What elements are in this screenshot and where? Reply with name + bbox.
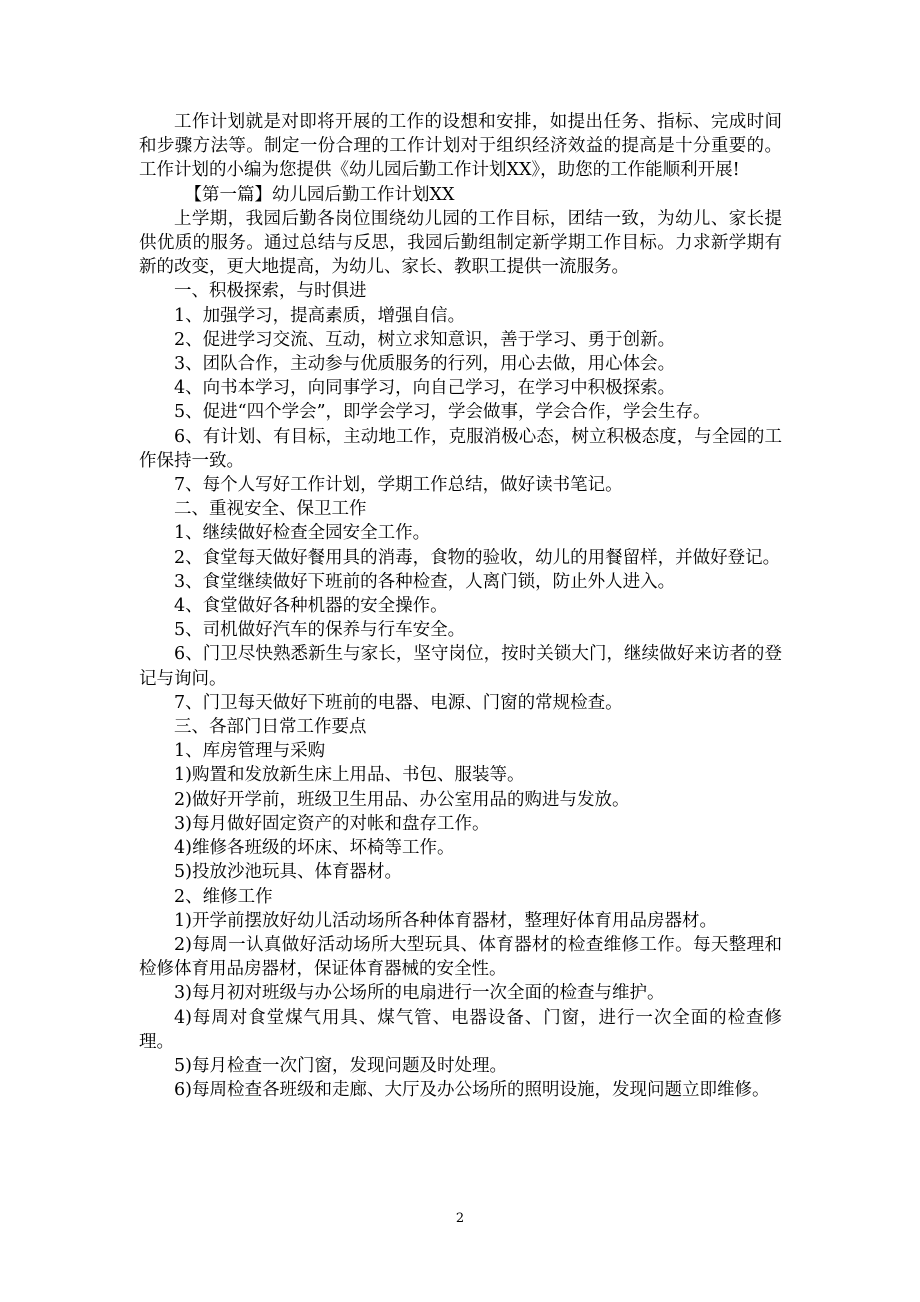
document-body xyxy=(139,110,782,1102)
list-item: 3)每月初对班级与办公场所的电扇进行一次全面的检查与维护。 xyxy=(174,983,665,1004)
list-item: 2、促进学习交流、互动，树立求知意识，善于学习、勇于创新。 xyxy=(174,329,676,350)
list-item: 5、促进“四个学会”，即学会学习，学会做事，学会合作，学会生存。 xyxy=(174,402,711,423)
list-item: 1、加强学习，提高素质，增强自信。 xyxy=(174,305,466,326)
list-item: 2)每周一认真做好活动场所大型玩具、体育器材的检查维修工作。每天整理和检修体育用品房器材，保证体育器械的安全性。 xyxy=(139,934,782,980)
list-item: 4)维修各班级的坏床、坏椅等工作。 xyxy=(174,838,455,859)
list-item: 5)每月检查一次门窗，发现问题及时处理。 xyxy=(174,1055,507,1076)
list-item: 1)购置和发放新生床上用品、书包、服装等。 xyxy=(174,765,525,786)
list-item: 7、门卫每天做好下班前的电器、电源、门窗的常规检查。 xyxy=(174,692,623,713)
section-heading: 二、重视安全、保卫工作 xyxy=(174,499,367,520)
list-item: 5、司机做好汽车的保养与行车安全。 xyxy=(174,620,466,641)
list-item: 3)每月做好固定资产的对帐和盘存工作。 xyxy=(174,813,490,834)
section-heading: 一、积极探索，与时俱进 xyxy=(174,281,367,302)
intro-paragraph: 工作计划就是对即将开展的工作的设想和安排，如提出任务、指标、完成时间和步骤方法等。制定一份合理的工作计划对于组织经济效益的提高是十分重要的。工作计划的小编为您提供《幼儿园后勤工作计划XX》，助您的工作能顺利开展! xyxy=(139,112,782,181)
section-heading: 三、各部门日常工作要点 xyxy=(174,717,367,738)
list-item: 7、每个人写好工作计划，学期工作总结，做好读书笔记。 xyxy=(174,475,623,496)
list-item: 6、门卫尽快熟悉新生与家长，坚守岗位，按时关锁大门，继续做好来访者的登记与询问。 xyxy=(139,644,782,689)
list-item: 1、继续做好检查全园安全工作。 xyxy=(174,523,431,544)
section-title: 【第一篇】幼儿园后勤工作计划XX xyxy=(184,184,455,205)
list-item: 5)投放沙池玩具、体育器材。 xyxy=(174,862,402,883)
list-item: 6、有计划、有目标，主动地工作，克服消极心态，树立积极态度，与全园的工作保持一致。 xyxy=(139,426,782,471)
list-item: 4、向书本学习，向同事学习，向自己学习，在学习中积极探索。 xyxy=(174,378,676,399)
list-item: 4、食堂做好各种机器的安全操作。 xyxy=(174,596,448,617)
list-item: 3、食堂继续做好下班前的各种检查，人离门锁，防止外人进入。 xyxy=(174,571,676,592)
list-item: 3、团队合作，主动参与优质服务的行列，用心去做，用心体会。 xyxy=(174,354,676,375)
list-item: 2)做好开学前，班级卫生用品、办公室用品的购进与发放。 xyxy=(174,789,630,810)
list-item: 1)开学前摆放好幼儿活动场所各种体育器材，整理好体育用品房器材。 xyxy=(174,910,717,931)
list-item: 2、食堂每天做好餐用具的消毒，食物的验收，幼儿的用餐留样，并做好登记。 xyxy=(174,547,781,568)
subsection-heading: 2、维修工作 xyxy=(174,886,273,907)
list-item: 4)每周对食堂煤气用具、煤气管、电器设备、门窗，进行一次全面的检查修理。 xyxy=(139,1007,782,1052)
subsection-heading: 1、库房管理与采购 xyxy=(174,741,326,762)
page-number: 2 xyxy=(455,1211,465,1226)
paragraph: 上学期，我园后勤各岗位围绕幼儿园的工作目标，团结一致，为幼儿、家长提供优质的服务。通过总结与反思，我园后勤组制定新学期工作目标。力求新学期有新的改变，更大地提高，为幼儿、家长、教职工提供一流服务。 xyxy=(139,208,782,278)
list-item: 6)每周检查各班级和走廊、大厅及办公场所的照明设施，发现问题立即维修。 xyxy=(174,1080,770,1101)
